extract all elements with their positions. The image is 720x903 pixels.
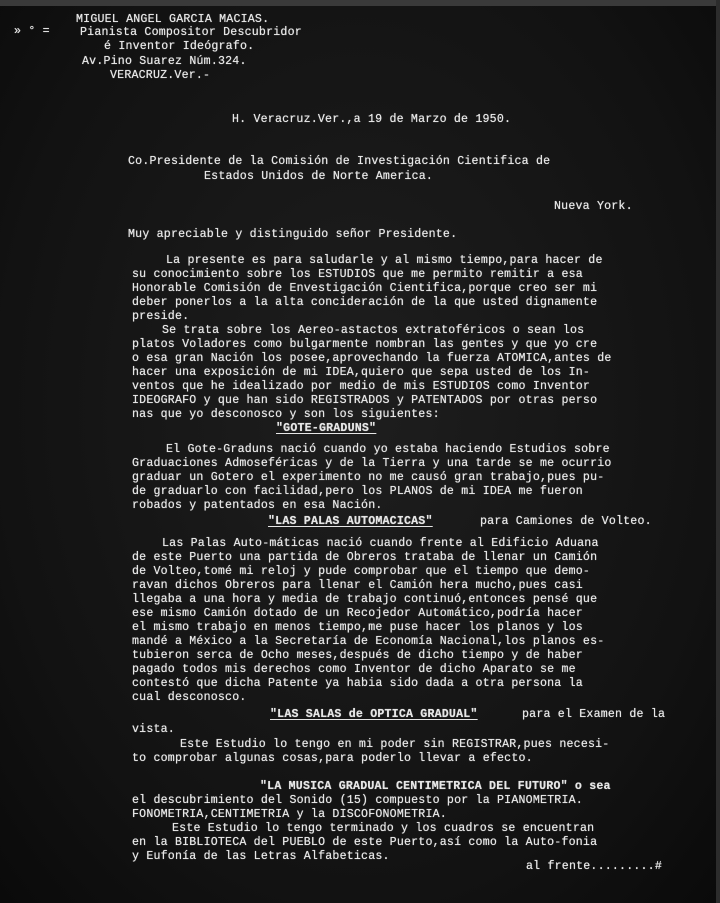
salutation: Muy apreciable y distinguido señor Presidente. bbox=[128, 228, 458, 241]
recipient-line-1: Co.Presidente de la Comisión de Investigación Cientifica de bbox=[128, 155, 551, 168]
sender-name: MIGUEL ANGEL GARCIA MACIAS. bbox=[76, 13, 270, 26]
text-line: pagado todos mis derechos como Inventor de dicho Aparato se me bbox=[132, 663, 576, 676]
text-line: de graduarlo con facilidad,pero los PLANOS de mi IDEA me fueron bbox=[132, 485, 583, 498]
text-line: mandé a México a la Secretaría de Economía Nacional,los planos es- bbox=[132, 635, 605, 648]
text-line: ese mismo Camión dotado de un Recojedor Automático,podría hacer bbox=[132, 607, 583, 620]
side-mark: » ° = bbox=[14, 25, 50, 38]
text-line: ventos que he idealizado por medio de mis ESTUDIOS como Inventor bbox=[132, 380, 591, 393]
text-line: contestó que dicha Patente ya habia sido dada a otra persona la bbox=[132, 677, 583, 690]
heading-palas: "LAS PALAS AUTOMACICAS" bbox=[268, 515, 433, 528]
sender-city: VERACRUZ.Ver.- bbox=[110, 69, 211, 82]
text-line: graduar un Gotero el experimento no me causó gran trabajo,pues pu- bbox=[132, 471, 605, 484]
heading-salas: "LAS SALAS de OPTICA GRADUAL" bbox=[270, 708, 478, 721]
text-line: to comprobar algunas cosas,para poderlo llevar a efecto. bbox=[132, 752, 533, 765]
text-line: Honorable Comisión de Envestigación Cientifica,porque creo ser mi bbox=[132, 282, 598, 295]
heading-musica: "LA MUSICA GRADUAL CENTIMETRICA DEL FUTURO" o sea bbox=[260, 780, 611, 793]
text-line: cual desconosco. bbox=[132, 691, 247, 704]
text-line: Se trata sobre los Aereo-astactos extratoféricos o sean los bbox=[162, 324, 585, 337]
text-line: IDEOGRAFO y que han sido REGISTRADOS y PATENTADOS por otras perso bbox=[132, 394, 598, 407]
sender-title-1: Pianista Compositor Descubridor bbox=[80, 26, 302, 39]
paper-edge-top bbox=[0, 0, 720, 6]
paper-edge-right bbox=[716, 0, 720, 903]
heading-salas-continuation: vista. bbox=[132, 723, 175, 736]
text-line: su conocimiento sobre los ESTUDIOS que me permito remitir a esa bbox=[132, 268, 583, 281]
text-line: o esa gran Nación los posee,aprovechando la fuerza ATOMICA,antes de bbox=[132, 352, 612, 365]
sender-address: Av.Pino Suarez Núm.324. bbox=[82, 55, 247, 68]
text-line: La presente es para saludarle y al mismo tiempo,para hacer de bbox=[166, 254, 603, 267]
text-line: llegaba a una hora y media de trabajo continuó,entonces pensé que bbox=[132, 593, 598, 606]
heading-salas-suffix: para el Examen de la bbox=[522, 708, 666, 721]
text-line: y Eufonía de las Letras Alfabeticas. bbox=[132, 850, 390, 863]
text-line: tubieron serca de Ocho meses,después de dicho tiempo y de haber bbox=[132, 649, 583, 662]
sender-title-2: é Inventor Ideógrafo. bbox=[104, 40, 255, 53]
text-line: el mismo trabajo en menos tiempo,me puse hacer los planos y los bbox=[132, 621, 583, 634]
text-line: Las Palas Auto-máticas nació cuando frente al Edificio Aduana bbox=[162, 537, 599, 550]
continuation-note: al frente.........# bbox=[526, 860, 662, 873]
text-line: de este Puerto una partida de Obreros trataba de llenar un Camión bbox=[132, 551, 598, 564]
text-line: Graduaciones Admoseféricas y de la Tierra y una tarde se me ocurrio bbox=[132, 457, 612, 470]
recipient-line-2: Estados Unidos de Norte America. bbox=[204, 170, 434, 183]
recipient-place: Nueva York. bbox=[554, 200, 633, 213]
text-line: preside. bbox=[132, 310, 190, 323]
text-line: hacer una exposición de mi IDEA,quiero que sepa usted de los In- bbox=[132, 366, 591, 379]
text-line: El Gote-Graduns nació cuando yo estaba haciendo Estudios sobre bbox=[166, 443, 610, 456]
text-line: en la BIBLIOTECA del PUEBLO de este Puerto,así como la Auto-fonia bbox=[132, 836, 598, 849]
text-line: nas que yo desconosco y son los siguientes: bbox=[132, 408, 440, 421]
text-line: de Volteo,tomé mi reloj y pude comprobar que el tiempo que demo- bbox=[132, 565, 591, 578]
text-line: el descubrimiento del Sonido (15) compuesto por la PIANOMETRIA. bbox=[132, 794, 583, 807]
text-line: Este Estudio lo tengo en mi poder sin REGISTRAR,pues necesi- bbox=[180, 738, 610, 751]
text-line: FONOMETRIA,CENTIMETRIA y la DISCOFONOMETRIA. bbox=[132, 808, 447, 821]
text-line: Este Estudio lo tengo terminado y los cuadros se encuentran bbox=[172, 822, 595, 835]
text-line: robados y patentados en esa Nación. bbox=[132, 499, 383, 512]
text-line: deber ponerlos a la alta concideración de la que usted dignamente bbox=[132, 296, 598, 309]
heading-gote-graduns: "GOTE-GRADUNS" bbox=[276, 422, 377, 435]
date-line: H. Veracruz.Ver.,a 19 de Marzo de 1950. bbox=[232, 113, 512, 126]
text-line: platos Voladores como bulgarmente nombran las gentes y que yo cre bbox=[132, 338, 598, 351]
heading-palas-suffix: para Camiones de Volteo. bbox=[480, 515, 652, 528]
text-line: ravan dichos Obreros para llenar el Camión hera mucho,pues casi bbox=[132, 579, 583, 592]
